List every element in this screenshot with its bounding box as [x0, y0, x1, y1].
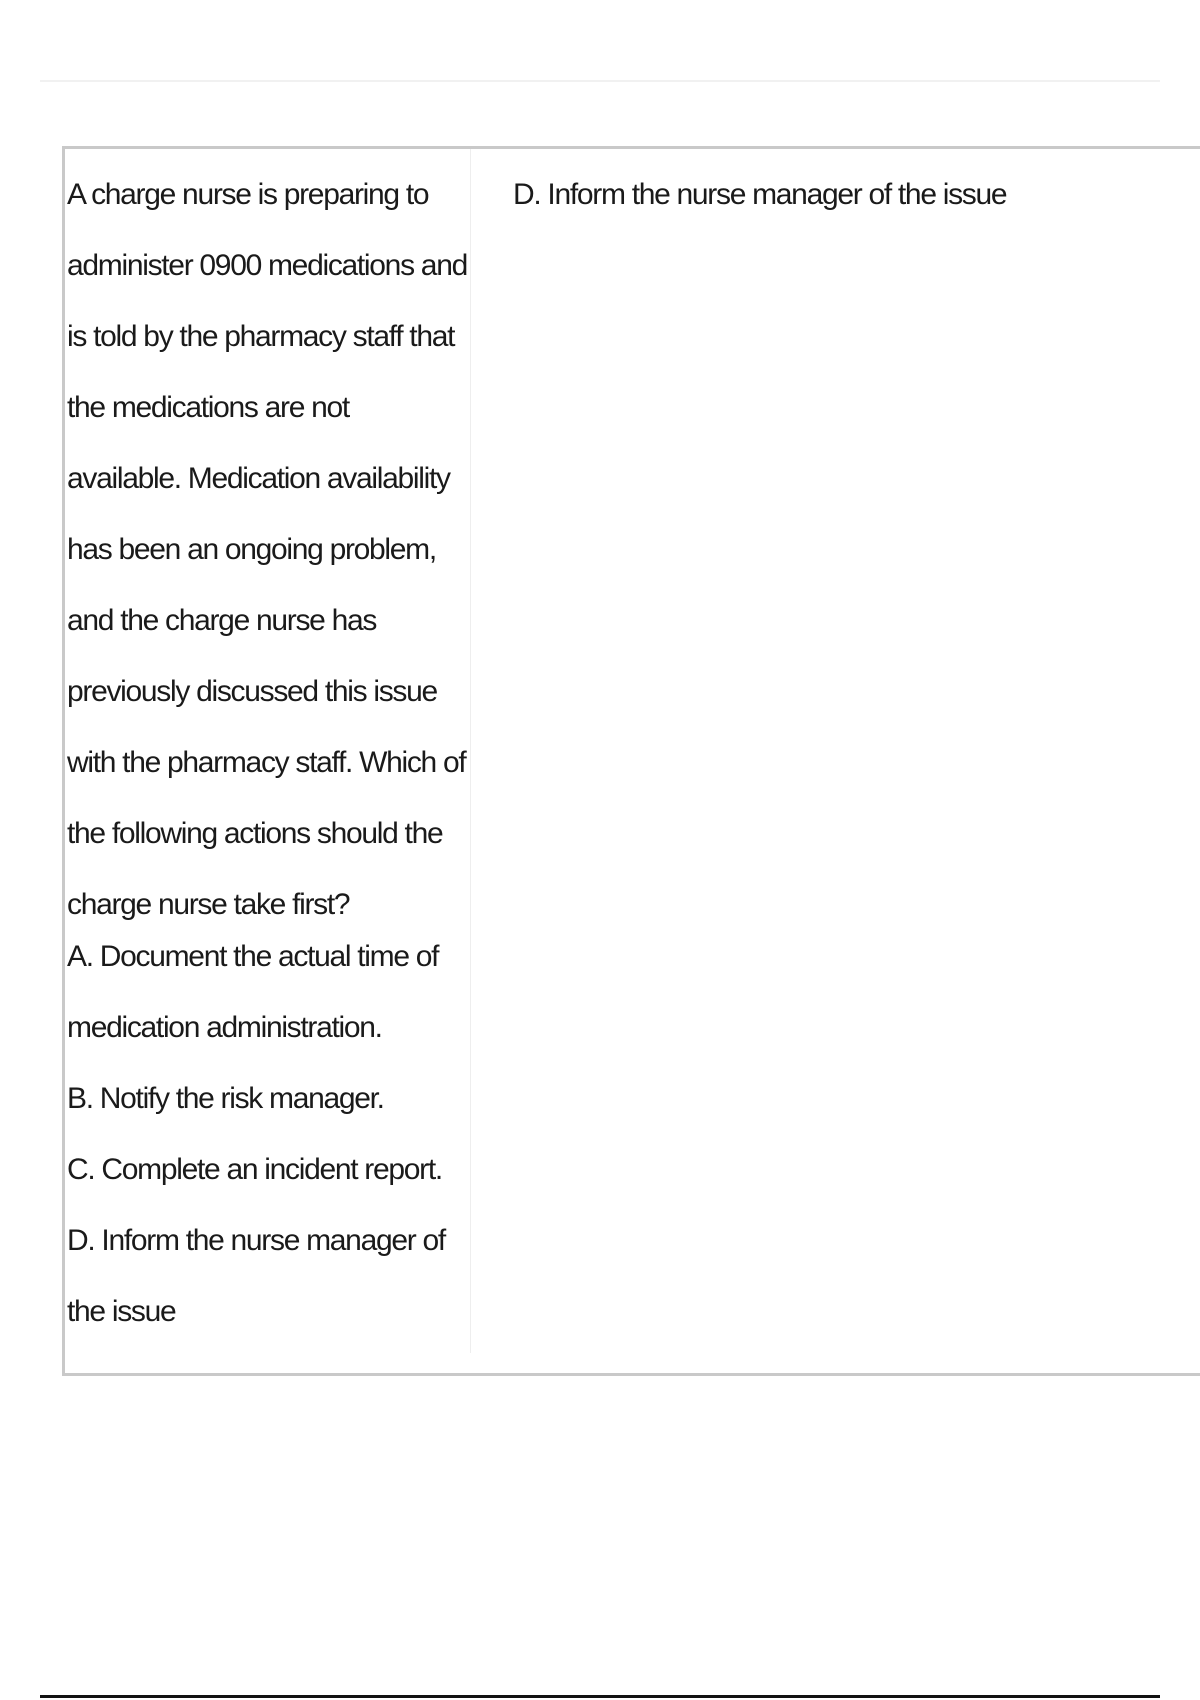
option-d: D. Inform the nurse manager of the issue [67, 1224, 445, 1328]
option-b: B. Notify the risk manager. [67, 1082, 384, 1115]
top-divider [40, 80, 1160, 82]
question-answer-card [62, 146, 1200, 1376]
option-c: C. Complete an incident report. [67, 1153, 442, 1186]
question-column [65, 149, 471, 1353]
question-stem: A charge nurse is preparing to administer 0900 medications and is told by the pharmacy staff that the medications are not available. Medication availability has been an ongoing problem, and the charge nurse has previously discussed this issue with the pharmacy staff. Which of the following actions should the charge nurse take first? [67, 178, 467, 921]
answer-column [513, 159, 1173, 230]
answer-options-list [67, 921, 467, 1347]
correct-answer: D. Inform the nurse manager of the issue [513, 178, 1007, 211]
option-a: A. Document the actual time of medication administration. [67, 940, 439, 1044]
bottom-divider [40, 1695, 1160, 1698]
